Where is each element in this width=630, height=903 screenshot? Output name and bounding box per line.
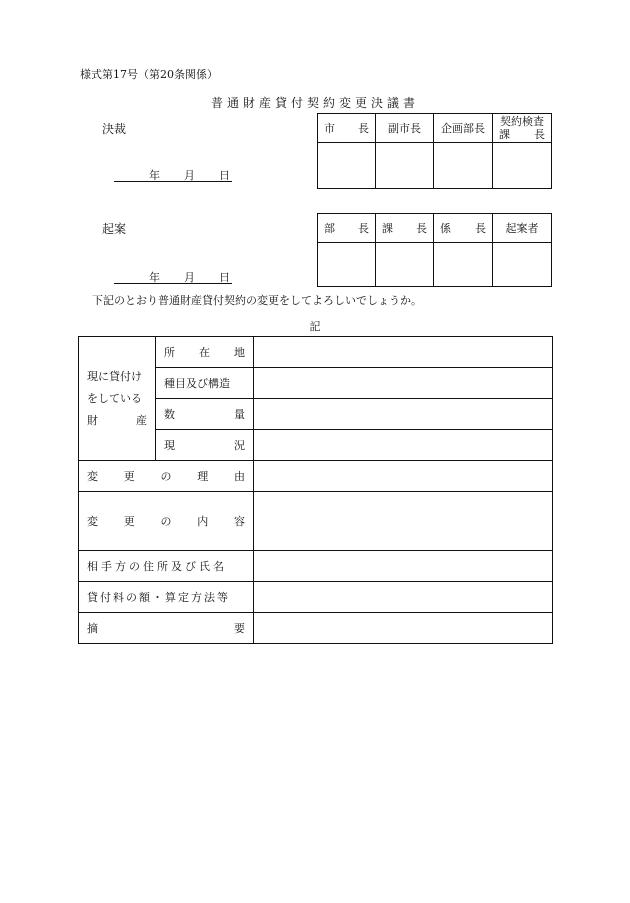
- condition-label: 現 況: [156, 430, 254, 461]
- ki-heading: 記: [309, 320, 321, 333]
- decision-year-char: 年: [149, 169, 160, 182]
- director-seal-box[interactable]: [318, 243, 376, 287]
- change-content-value[interactable]: [254, 492, 553, 551]
- decision-label: 決裁: [102, 122, 127, 136]
- section-chief-header: 課 長: [376, 214, 434, 243]
- type-structure-value[interactable]: [254, 368, 553, 399]
- quantity-label: 数 量: [156, 399, 254, 430]
- vice-mayor-seal-box[interactable]: [376, 143, 434, 189]
- drafter-header: 起案者: [493, 214, 552, 243]
- drafting-date-line[interactable]: [114, 283, 232, 284]
- lease-fee-label: 貸付料の額・算定方法等: [79, 582, 254, 613]
- drafter-seal-box[interactable]: [493, 243, 552, 287]
- contract-inspection-header: 契約検査 課 長: [493, 114, 552, 143]
- drafting-month-char: 月: [184, 271, 195, 284]
- drafting-label: 起案: [102, 222, 127, 236]
- section-chief-seal-box[interactable]: [376, 243, 434, 287]
- planning-director-header: 企画部長: [434, 114, 493, 143]
- subsection-chief-seal-box[interactable]: [434, 243, 493, 287]
- contract-inspection-seal-box[interactable]: [493, 143, 552, 189]
- request-text: 下記のとおり普通財産貸付契約の変更をしてよろしいでしょうか。: [92, 294, 422, 307]
- drafting-year-char: 年: [149, 271, 160, 284]
- change-reason-label: 変 更 の 理 由: [79, 461, 254, 492]
- decision-day-char: 日: [219, 169, 230, 182]
- drafting-day-char: 日: [219, 271, 230, 284]
- details-table: [78, 336, 553, 644]
- property-group-label: 現に貸付け をしている 財 産: [79, 337, 156, 461]
- change-reason-value[interactable]: [254, 461, 553, 492]
- approval-table-bottom: [317, 213, 552, 287]
- approval-table-top: [317, 113, 552, 189]
- type-structure-label: 種目及び構造: [156, 368, 254, 399]
- mayor-header: 市 長: [318, 114, 376, 143]
- subsection-chief-header: 係 長: [434, 214, 493, 243]
- counterparty-label: 相手方の住所及び氏名: [79, 551, 254, 582]
- condition-value[interactable]: [254, 430, 553, 461]
- document-title: 普通財産貸付契約変更決議書: [210, 96, 419, 110]
- director-header: 部 長: [318, 214, 376, 243]
- quantity-value[interactable]: [254, 399, 553, 430]
- counterparty-value[interactable]: [254, 551, 553, 582]
- decision-month-char: 月: [184, 169, 195, 182]
- location-value[interactable]: [254, 337, 553, 368]
- vice-mayor-header: 副市長: [376, 114, 434, 143]
- change-content-label: 変 更 の 内 容: [79, 492, 254, 551]
- mayor-seal-box[interactable]: [318, 143, 376, 189]
- summary-label: 摘 要: [79, 613, 254, 644]
- form-number: 様式第17号（第20条関係）: [80, 68, 218, 81]
- summary-value[interactable]: [254, 613, 553, 644]
- planning-director-seal-box[interactable]: [434, 143, 493, 189]
- location-label: 所 在 地: [156, 337, 254, 368]
- lease-fee-value[interactable]: [254, 582, 553, 613]
- decision-date-line[interactable]: [114, 181, 232, 182]
